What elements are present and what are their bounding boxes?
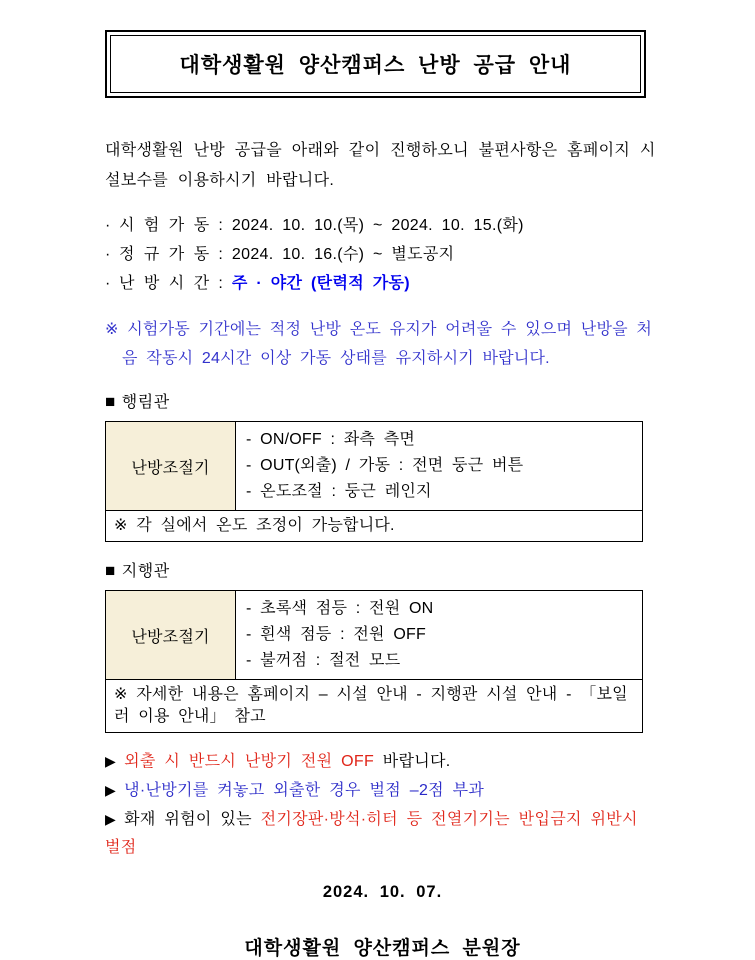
page-title: 대학생활원 양산캠퍼스 난방 공급 안내 bbox=[179, 54, 572, 77]
table-footnote: ※ 자세한 내용은 홈페이지 – 시설 안내 - 지행관 시설 안내 - 「보일러 이용 안내」 참고 bbox=[106, 680, 643, 733]
table-line: - 초록색 점등 : 전원 ON bbox=[246, 600, 434, 617]
warning-text-emphasis: 냉·난방기를 켜놓고 외출한 경우 벌점 –2점 부과 bbox=[124, 782, 485, 799]
table-content-cell bbox=[236, 422, 643, 511]
test-period-note: ※ 시험가동 기간에는 적정 난방 온도 유지가 어려울 수 있으며 난방을 처음 작동시 24시간 이상 가동 상태를 유지하시기 바랍니다. bbox=[105, 321, 653, 367]
schedule-separator: : bbox=[209, 217, 232, 234]
schedule-label: 시 험 가 동 bbox=[119, 217, 210, 234]
schedule-label: 난 방 시 간 bbox=[119, 275, 210, 292]
intro-paragraph: 대학생활원 난방 공급을 아래와 같이 진행하오니 불편사항은 홈페이지 시설보수를 이용하시기 바랍니다. bbox=[105, 142, 656, 189]
warning-item-fire-hazard bbox=[105, 805, 660, 862]
table-footnote: ※ 각 실에서 온도 조정이 가능합니다. bbox=[106, 511, 643, 542]
square-bullet-icon: ■ bbox=[105, 392, 116, 411]
dot-bullet: · bbox=[105, 275, 111, 292]
square-bullet-icon: ■ bbox=[105, 561, 116, 580]
triangle-bullet-icon: ▶ bbox=[105, 753, 117, 769]
table-row-header: 난방조절기 bbox=[106, 591, 236, 680]
table-row-header: 난방조절기 bbox=[106, 422, 236, 511]
table-line: - ON/OFF : 좌측 측면 bbox=[246, 431, 416, 448]
warning-text-emphasis: 전기장판·방석·히터 등 전열기기는 반입금지 위반시 벌점 bbox=[105, 811, 638, 856]
schedule-value: 2024. 10. 16.(수) ~ 별도공지 bbox=[231, 246, 455, 263]
dot-bullet: · bbox=[105, 217, 111, 234]
warnings-list bbox=[105, 747, 660, 862]
table-line: - OUT(외출) / 가동 : 전면 둥근 버튼 bbox=[246, 457, 524, 474]
dot-bullet: · bbox=[105, 246, 111, 263]
warning-item-power-off bbox=[105, 747, 660, 776]
table-line: - 흰색 점등 : 전원 OFF bbox=[246, 626, 426, 643]
schedule-value: 2024. 10. 10.(목) ~ 2024. 10. 15.(화) bbox=[231, 217, 524, 234]
schedule-separator: : bbox=[209, 246, 232, 263]
section-heading-hangnim bbox=[105, 389, 660, 412]
table-row bbox=[106, 680, 643, 733]
table-row bbox=[106, 511, 643, 542]
table-line: - 불꺼점 : 절전 모드 bbox=[246, 652, 401, 669]
warning-item-penalty bbox=[105, 776, 660, 805]
table-row bbox=[106, 422, 643, 511]
title-box-inner bbox=[110, 35, 641, 93]
title-box bbox=[105, 30, 646, 98]
table-line: - 온도조절 : 둥근 레인지 bbox=[246, 483, 432, 500]
warning-text: 바랍니다. bbox=[374, 753, 451, 770]
signature-line: 대학생활원 양산캠퍼스 분원장 bbox=[244, 938, 521, 959]
schedule-label: 정 규 가 동 bbox=[119, 246, 210, 263]
warning-text: 화재 위험이 있는 bbox=[124, 811, 261, 828]
schedule-item-regular-run bbox=[105, 240, 660, 269]
section-heading-jihaeng bbox=[105, 558, 660, 581]
schedule-list bbox=[105, 211, 660, 298]
table-row bbox=[106, 591, 643, 680]
triangle-bullet-icon: ▶ bbox=[105, 782, 117, 798]
schedule-separator: : bbox=[209, 275, 232, 292]
triangle-bullet-icon: ▶ bbox=[105, 811, 117, 827]
notice-date: 2024. 10. 07. bbox=[322, 883, 443, 901]
table-content-cell bbox=[236, 591, 643, 680]
section-title: 지행관 bbox=[121, 563, 170, 580]
schedule-item-test-run bbox=[105, 211, 660, 240]
jihaeng-heating-table bbox=[105, 590, 643, 733]
hangnim-heating-table bbox=[105, 421, 643, 542]
section-title: 행림관 bbox=[121, 394, 170, 411]
warning-text-emphasis: 외출 시 반드시 난방기 전원 OFF bbox=[124, 753, 375, 770]
schedule-value-highlighted: 주 · 야간 (탄력적 가동) bbox=[231, 275, 410, 292]
schedule-item-heating-hours bbox=[105, 269, 660, 298]
